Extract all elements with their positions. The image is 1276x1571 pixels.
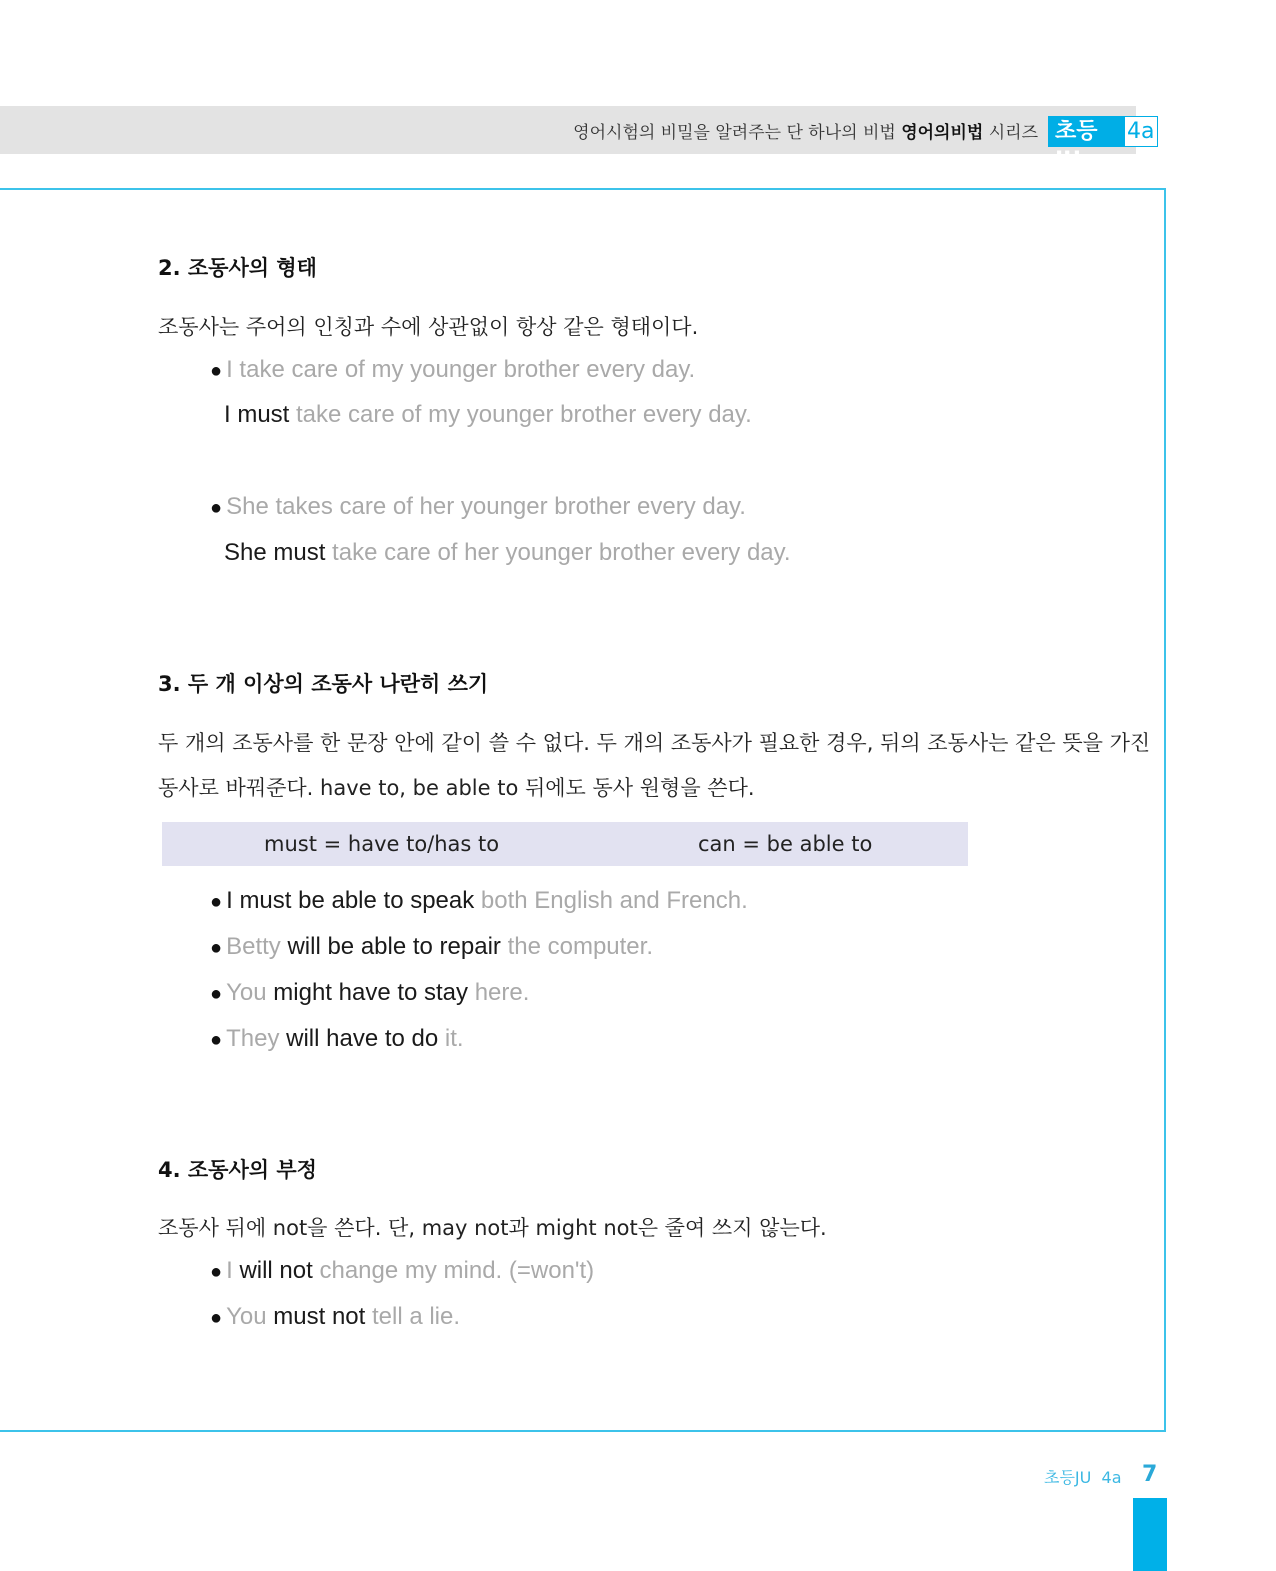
section-description: 조동사는 주어의 인칭과 수에 상관없이 항상 같은 형태이다. <box>158 315 699 339</box>
series-tagline: 영어시험의 비밀을 알려주는 단 하나의 비법 영어의비법 시리즈 <box>573 123 1038 143</box>
example-sentence: ● I must be able to speak both English and French. <box>210 887 748 914</box>
section-description: 동사로 바꿔준다. have to, be able to 뒤에도 동사 원형을 쓴다. <box>158 776 755 800</box>
formula-can: can = be able to <box>698 832 873 856</box>
section-title: 4. 조동사의 부정 <box>158 1158 317 1182</box>
example-sentence: ● I will not change my mind. (=won't) <box>210 1257 595 1284</box>
section-description: 조동사 뒤에 not을 쓴다. 단, may not과 might not은 줄여 쓰지 않는다. <box>158 1216 827 1240</box>
example-sentence: ● She takes care of her younger brother every day. <box>210 493 746 520</box>
section-title: 3. 두 개 이상의 조동사 나란히 쓰기 <box>158 672 489 696</box>
example-sentence: She must take care of her younger brother every day. <box>224 539 791 566</box>
brand-main: 초등JU <box>1049 117 1125 146</box>
formula-must: must = have to/has to <box>264 832 500 856</box>
section-title: 2. 조동사의 형태 <box>158 256 317 280</box>
example-sentence: ● You must not tell a lie. <box>210 1303 461 1330</box>
section-description: 두 개의 조동사를 한 문장 안에 같이 쓸 수 없다. 두 개의 조동사가 필요한 경우, 뒤의 조동사는 같은 뜻을 가진 <box>158 731 1151 755</box>
example-sentence: ● You might have to stay here. <box>210 979 530 1006</box>
brand-logo <box>1048 116 1158 173</box>
corner-tab <box>1133 1498 1167 1571</box>
example-sentence: I must take care of my younger brother every day. <box>224 401 752 428</box>
example-sentence: ● They will have to do it. <box>210 1025 464 1052</box>
brand-sub: 4a <box>1125 117 1157 146</box>
footer-label: 초등JU 4a <box>1044 1468 1122 1487</box>
example-sentence: ● I take care of my younger brother every day. <box>210 356 696 383</box>
page-number: 7 <box>1142 1462 1158 1487</box>
example-sentence: ● Betty will be able to repair the computer. <box>210 933 653 960</box>
